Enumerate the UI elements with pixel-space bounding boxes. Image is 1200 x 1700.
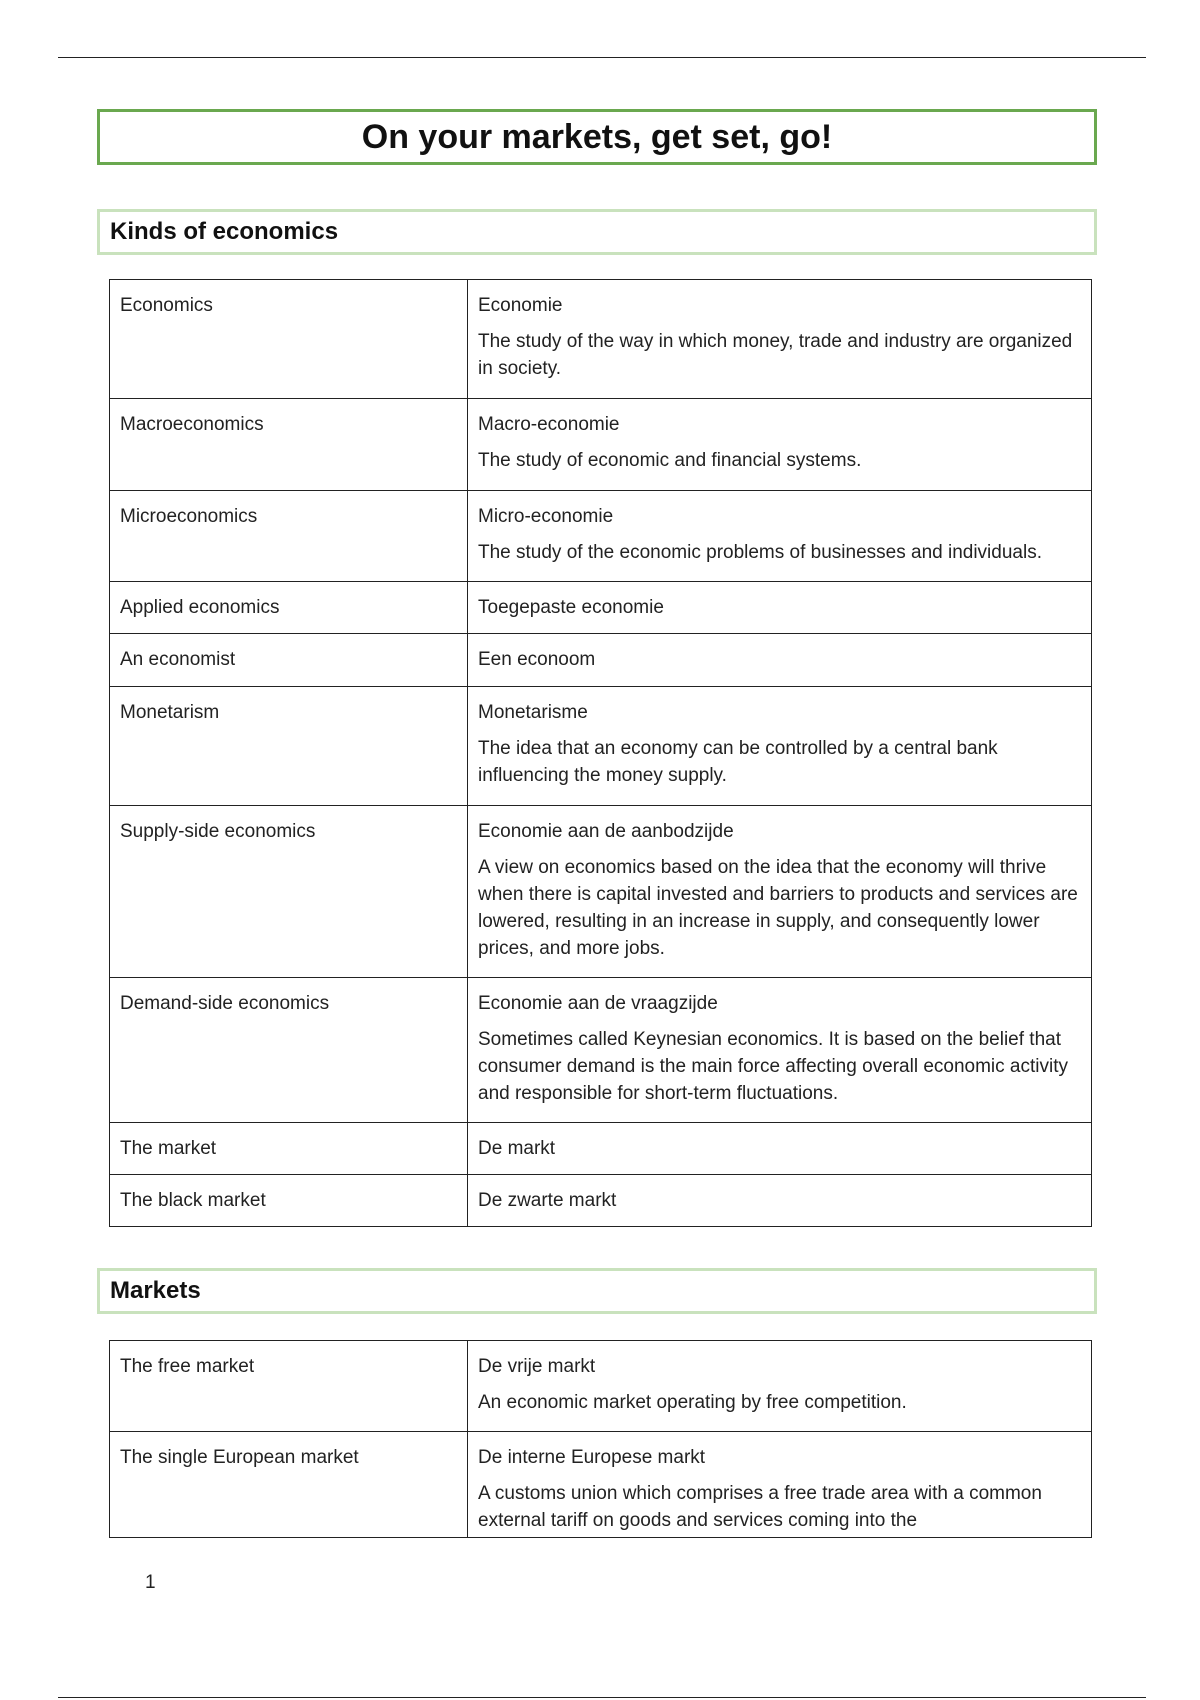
- definition: A view on economics based on the idea that the economy will thrive when there is capital invested and barriers to products and services are lowered, resulting in an increase in supply, and consequently lower prices, and more jobs.: [478, 857, 1078, 959]
- translation-cell: [468, 1175, 1092, 1227]
- translation: Toegepaste economie: [478, 597, 664, 618]
- definition: The study of the way in which money, trade and industry are organized in society.: [478, 331, 1073, 379]
- translation-cell: [468, 582, 1092, 634]
- term-cell: Demand-side economics: [110, 978, 468, 1123]
- table-row: [110, 280, 1092, 399]
- translation-cell: [468, 491, 1092, 582]
- section-heading-box: [97, 1268, 1097, 1314]
- term-cell: The black market: [110, 1175, 468, 1227]
- term-cell: Economics: [110, 280, 468, 399]
- term-cell: An economist: [110, 634, 468, 687]
- definition: The study of the economic problems of businesses and individuals.: [478, 542, 1042, 563]
- table-row: [110, 978, 1092, 1123]
- vocabulary-table: [109, 279, 1092, 1227]
- translation-cell: [468, 1432, 1092, 1538]
- translation: Micro-economie: [478, 506, 614, 527]
- translation-cell: [468, 1123, 1092, 1175]
- translation: Economie aan de aanbodzijde: [478, 821, 734, 842]
- section-heading-box: [97, 209, 1097, 255]
- table-row: [110, 634, 1092, 687]
- term-cell: Monetarism: [110, 687, 468, 806]
- table-row: [110, 1432, 1092, 1538]
- translation-cell: [468, 399, 1092, 491]
- header-rule: [58, 57, 1146, 58]
- term-cell: Macroeconomics: [110, 399, 468, 491]
- term-cell: Supply-side economics: [110, 806, 468, 978]
- translation: Een econoom: [478, 649, 596, 670]
- term-cell: The single European market: [110, 1432, 468, 1538]
- translation: De markt: [478, 1138, 556, 1159]
- table-row: [110, 806, 1092, 978]
- table-row: [110, 687, 1092, 806]
- translation-cell: [468, 806, 1092, 978]
- translation-cell: [468, 687, 1092, 806]
- translation: Economie: [478, 295, 563, 316]
- table-row: [110, 1341, 1092, 1432]
- section-heading: Markets: [110, 1277, 201, 1304]
- table-row: [110, 1175, 1092, 1227]
- definition: A customs union which comprises a free trade area with a common external tariff on goods and services coming into the: [478, 1483, 1042, 1531]
- table-row: [110, 582, 1092, 634]
- translation: Economie aan de vraagzijde: [478, 993, 718, 1014]
- term-cell: The market: [110, 1123, 468, 1175]
- document-title: On your markets, get set, go!: [361, 117, 833, 156]
- translation-cell: [468, 634, 1092, 687]
- table-row: [110, 1123, 1092, 1175]
- translation: De zwarte markt: [478, 1190, 617, 1211]
- translation: De vrije markt: [478, 1356, 596, 1377]
- page-number: 1: [145, 1572, 156, 1593]
- document-title-box: [97, 109, 1097, 165]
- translation-cell: [468, 978, 1092, 1123]
- footer-rule: [58, 1697, 1146, 1698]
- term-cell: Applied economics: [110, 582, 468, 634]
- definition: The idea that an economy can be controlled by a central bank influencing the money supply.: [478, 738, 998, 786]
- translation: Monetarisme: [478, 702, 588, 723]
- translation: De interne Europese markt: [478, 1447, 706, 1468]
- term-cell: Microeconomics: [110, 491, 468, 582]
- vocabulary-table: [109, 1340, 1092, 1538]
- translation-cell: [468, 1341, 1092, 1432]
- definition: An economic market operating by free competition.: [478, 1392, 907, 1413]
- translation: Macro-economie: [478, 414, 620, 435]
- table-row: [110, 399, 1092, 491]
- term-cell: The free market: [110, 1341, 468, 1432]
- section-heading: Kinds of economics: [110, 218, 339, 245]
- definition: Sometimes called Keynesian economics. It is based on the belief that consumer demand is the main force affecting overall economic activity and responsible for short-term fluctuations.: [478, 1029, 1068, 1104]
- translation-cell: [468, 280, 1092, 399]
- table-row: [110, 491, 1092, 582]
- definition: The study of economic and financial systems.: [478, 450, 862, 471]
